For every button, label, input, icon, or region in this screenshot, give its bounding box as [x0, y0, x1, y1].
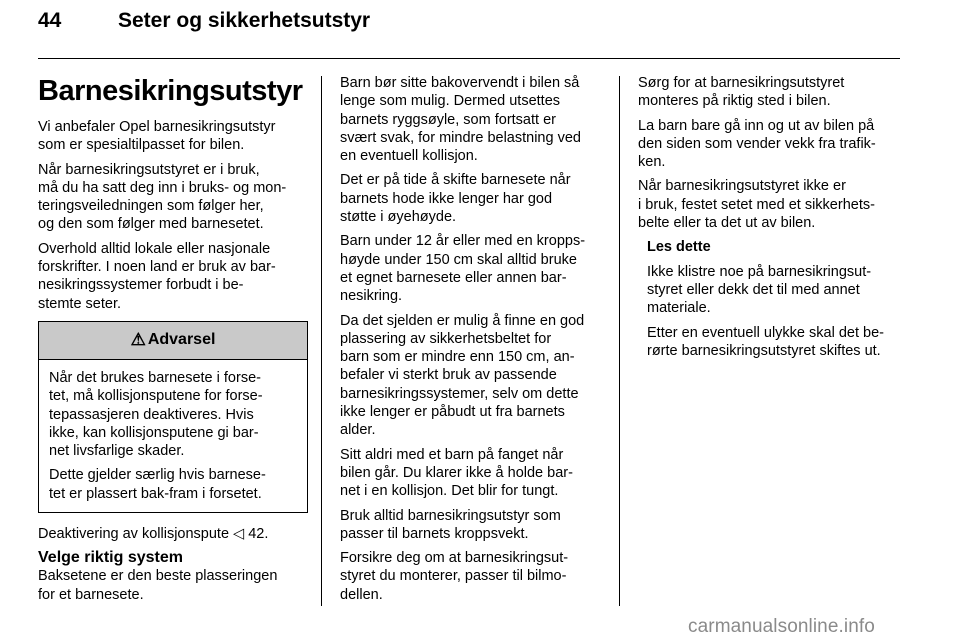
paragraph: Da det sjelden er mulig å finne en god plassering av sikkerhetsbeltet for barn som er mindre enn 150 cm, an- befaler vi sterkt bruk av passende barnesikringssystemer, selv om dette ikke lenger er påbudt ut fra barnets alder. — [340, 312, 585, 439]
paragraph: Når barnesikringsutstyret ikke er i bruk, festet setet med et sikkerhets- belte eller ta det ut av bilen. — [638, 178, 875, 232]
warning-paragraph: Dette gjelder særlig hvis barnese- tet er plassert bak-fram i forsetet. — [49, 467, 266, 502]
page-reference-icon: ◁ — [233, 526, 245, 543]
paragraph: Forsikre deg om at barnesikringsut- styret du monterer, passer til bilmo- dellen. — [340, 550, 569, 603]
page-number: 44 — [38, 9, 62, 32]
warning-body — [39, 360, 307, 512]
warning-icon: ⚠ — [130, 330, 146, 350]
note-paragraph: Ikke klistre noe på barnesikringsut- styret eller dekk det til med annet materiale. — [647, 263, 872, 317]
note-paragraph: Etter en eventuell ulykke skal det be- rørte barnesikringsutstyret skiftes ut. — [647, 324, 884, 359]
warning-header — [39, 322, 307, 360]
text-column-2 — [340, 74, 608, 610]
column-divider-1 — [321, 76, 322, 606]
paragraph: Overhold alltid lokale eller nasjonale forskrifter. I noen land er bruk av bar- nesikringssystemer forbudt i be- stemte seter. — [38, 240, 276, 312]
cross-reference — [38, 525, 308, 543]
paragraph: Det er på tide å skifte barnesete når barnets hode ikke lenger har god støtte i øyehøyde. — [340, 172, 571, 226]
column-divider-2 — [619, 76, 620, 606]
watermark: carmanualsonline.info — [688, 616, 875, 637]
paragraph: Sørg for at barnesikringsutstyret monteres på riktig sted i bilen. — [638, 75, 845, 110]
section-title: Barnesikringsutstyr — [38, 75, 303, 107]
note-block — [647, 238, 904, 360]
note-title: Les dette — [647, 239, 711, 256]
paragraph: La barn bare gå inn og ut av bilen på den siden som vender vekk fra trafik- ken. — [638, 117, 876, 171]
paragraph: Barn bør sitte bakovervendt i bilen så lenge som mulig. Dermed utsettes barnets ryggsøyle, som fortsatt er svært svak, for mindre belastning ved en eventuell kollisjon. — [340, 75, 581, 165]
page-header — [38, 9, 900, 53]
chapter-title: Seter og sikkerhetsutstyr — [118, 9, 371, 32]
header-divider — [38, 58, 900, 59]
paragraph: Barn under 12 år eller med en kropps- høyde under 150 cm skal alltid bruke et egnet barnesete eller annen bar- nesikring. — [340, 233, 586, 305]
subheading: Velge riktig system — [38, 549, 183, 567]
warning-title: Advarsel — [147, 331, 216, 349]
warning-paragraph: Når det brukes barnesete i forse- tet, må kollisjonsputene for forse- tepassasjeren deaktiveres. Hvis ikke, kan kollisjonsputene gi bar- net livsfarlige skader. — [49, 369, 263, 460]
reference-page: 42. — [244, 526, 269, 543]
paragraph: Vi anbefaler Opel barnesikringsutstyr som er spesialtilpasset for bilen. — [38, 119, 276, 154]
paragraph: Baksetene er den beste plasseringen for et barnesete. — [38, 568, 278, 603]
reference-text: Deaktivering av kollisjonspute — [38, 526, 234, 543]
paragraph: Bruk alltid barnesikringsutstyr som passer til barnets kroppsvekt. — [340, 507, 561, 542]
text-column-1 — [38, 74, 308, 610]
warning-box — [38, 321, 308, 513]
paragraph: Når barnesikringsutstyret er i bruk, må du ha satt deg inn i bruks- og mon- teringsveiledningen som følger her, og den som følger med barnesetet. — [38, 161, 287, 233]
paragraph: Sitt aldri med et barn på fanget når bilen går. Du klarer ikke å holde bar- net i en kollisjon. Det blir for tungt. — [340, 446, 573, 500]
text-column-3 — [638, 74, 904, 366]
